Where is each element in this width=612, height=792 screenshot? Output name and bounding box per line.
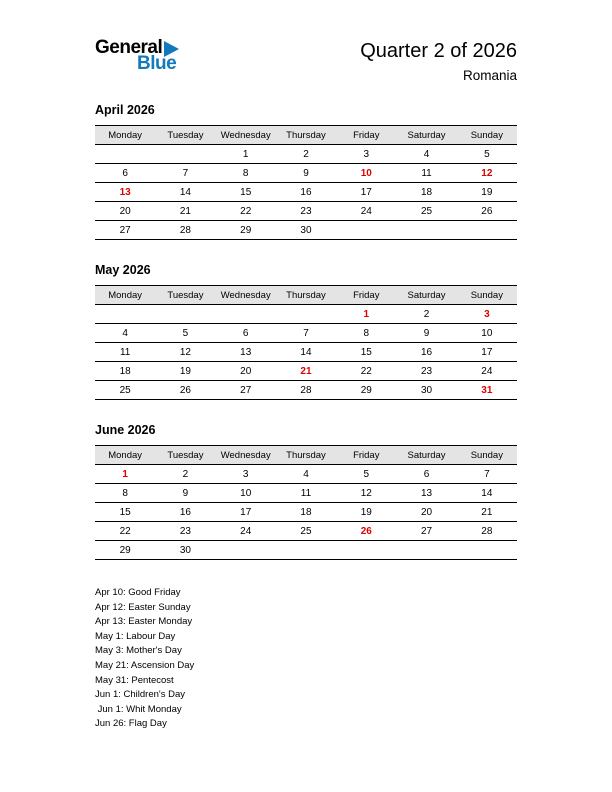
day-cell: 20 [216, 362, 276, 381]
weekday-header: Friday [336, 286, 396, 305]
day-cell: 18 [95, 362, 155, 381]
general-blue-logo [95, 38, 179, 73]
day-cell: 15 [95, 503, 155, 522]
day-cell: 9 [276, 164, 336, 183]
day-cell: 9 [396, 324, 456, 343]
day-cell: 25 [95, 381, 155, 400]
day-cell: 8 [95, 484, 155, 503]
day-cell: 26 [155, 381, 215, 400]
day-cell: 24 [216, 522, 276, 541]
holiday-item: Apr 10: Good Friday [95, 587, 181, 598]
holiday-item: Jun 1: Children's Day [95, 689, 185, 701]
day-cell: 18 [276, 503, 336, 522]
holiday-item: Apr 13: Easter Monday [95, 616, 193, 628]
weekday-header: Tuesday [155, 286, 215, 305]
day-cell: 19 [336, 503, 396, 522]
holiday-item: Jun 1: Whit Monday [95, 703, 182, 715]
empty-cell [396, 221, 456, 240]
day-cell: 22 [95, 522, 155, 541]
calendar-table [95, 285, 517, 400]
day-cell: 21 [155, 202, 215, 221]
day-cell: 26 [336, 522, 396, 541]
day-cell: 21 [457, 503, 517, 522]
day-cell: 1 [95, 465, 155, 484]
day-cell: 20 [95, 202, 155, 221]
day-cell: 6 [396, 465, 456, 484]
day-cell: 15 [216, 183, 276, 202]
empty-cell [457, 221, 517, 240]
empty-cell [155, 305, 215, 324]
logo-text-blue: Blue [137, 53, 177, 74]
month-section [95, 263, 517, 400]
day-cell: 12 [457, 164, 517, 183]
day-cell: 18 [396, 183, 456, 202]
week-row [95, 324, 517, 343]
day-cell: 4 [276, 465, 336, 484]
empty-cell [336, 541, 396, 560]
day-cell: 30 [276, 221, 336, 240]
week-row [95, 164, 517, 183]
day-cell: 30 [155, 541, 215, 560]
day-cell: 23 [396, 362, 456, 381]
calendar-table [95, 445, 517, 560]
day-cell: 10 [457, 324, 517, 343]
day-cell: 26 [457, 202, 517, 221]
empty-cell [95, 305, 155, 324]
day-cell: 27 [396, 522, 456, 541]
weekday-header: Tuesday [155, 446, 215, 465]
empty-cell [95, 145, 155, 164]
day-cell: 19 [155, 362, 215, 381]
day-cell: 25 [276, 522, 336, 541]
day-cell: 29 [216, 221, 276, 240]
day-cell: 17 [216, 503, 276, 522]
week-row [95, 503, 517, 522]
weekday-header: Monday [95, 126, 155, 145]
day-cell: 20 [396, 503, 456, 522]
month-title: June 2026 [95, 423, 156, 437]
day-cell: 14 [276, 343, 336, 362]
calendar-table [95, 125, 517, 240]
weekday-header: Monday [95, 446, 155, 465]
day-cell: 17 [457, 343, 517, 362]
day-cell: 3 [216, 465, 276, 484]
week-row [95, 362, 517, 381]
day-cell: 31 [457, 381, 517, 400]
day-cell: 29 [95, 541, 155, 560]
day-cell: 22 [336, 362, 396, 381]
day-cell: 19 [457, 183, 517, 202]
weekday-header: Thursday [276, 126, 336, 145]
day-cell: 11 [396, 164, 456, 183]
day-cell: 4 [396, 145, 456, 164]
day-cell: 14 [457, 484, 517, 503]
page-title: Quarter 2 of 2026 [360, 40, 517, 62]
day-cell: 24 [336, 202, 396, 221]
day-cell: 27 [95, 221, 155, 240]
month-title: May 2026 [95, 263, 151, 277]
day-cell: 23 [155, 522, 215, 541]
day-cell: 29 [336, 381, 396, 400]
logo-text-general: General [95, 37, 163, 58]
week-row [95, 183, 517, 202]
day-cell: 21 [276, 362, 336, 381]
week-row [95, 202, 517, 221]
weekday-header: Friday [336, 446, 396, 465]
day-cell: 6 [216, 324, 276, 343]
weekday-header: Wednesday [216, 126, 276, 145]
weekday-header: Wednesday [216, 286, 276, 305]
page-header [95, 38, 517, 83]
day-cell: 28 [155, 221, 215, 240]
weekday-header-row [95, 126, 517, 145]
weekday-header: Saturday [396, 126, 456, 145]
empty-cell [336, 221, 396, 240]
day-cell: 10 [216, 484, 276, 503]
day-cell: 14 [155, 183, 215, 202]
holiday-item: May 31: Pentecost [95, 674, 174, 686]
empty-cell [155, 145, 215, 164]
day-cell: 9 [155, 484, 215, 503]
holiday-item: Jun 26: Flag Day [95, 718, 167, 730]
day-cell: 15 [336, 343, 396, 362]
week-row [95, 145, 517, 164]
day-cell: 12 [155, 343, 215, 362]
holiday-item: May 3: Mother's Day [95, 645, 182, 657]
week-row [95, 484, 517, 503]
month-section [95, 103, 517, 240]
weekday-header: Thursday [276, 286, 336, 305]
day-cell: 27 [216, 381, 276, 400]
day-cell: 10 [336, 164, 396, 183]
empty-cell [396, 541, 456, 560]
day-cell: 30 [396, 381, 456, 400]
day-cell: 13 [396, 484, 456, 503]
empty-cell [276, 541, 336, 560]
holiday-item: Apr 12: Easter Sunday [95, 601, 191, 613]
day-cell: 5 [336, 465, 396, 484]
holidays-list [95, 586, 517, 732]
day-cell: 25 [396, 202, 456, 221]
empty-cell [216, 305, 276, 324]
week-row [95, 541, 517, 560]
day-cell: 3 [457, 305, 517, 324]
day-cell: 8 [336, 324, 396, 343]
day-cell: 5 [457, 145, 517, 164]
weekday-header: Friday [336, 126, 396, 145]
day-cell: 7 [155, 164, 215, 183]
weekday-header: Sunday [457, 126, 517, 145]
weekday-header: Wednesday [216, 446, 276, 465]
weekday-header: Sunday [457, 446, 517, 465]
day-cell: 24 [457, 362, 517, 381]
day-cell: 1 [336, 305, 396, 324]
day-cell: 28 [276, 381, 336, 400]
day-cell: 11 [276, 484, 336, 503]
empty-cell [276, 305, 336, 324]
weekday-header: Sunday [457, 286, 517, 305]
month-title: April 2026 [95, 103, 155, 117]
day-cell: 2 [155, 465, 215, 484]
day-cell: 16 [396, 343, 456, 362]
day-cell: 7 [276, 324, 336, 343]
weekday-header-row [95, 446, 517, 465]
week-row [95, 221, 517, 240]
empty-cell [216, 541, 276, 560]
day-cell: 3 [336, 145, 396, 164]
weekday-header-row [95, 286, 517, 305]
weekday-header: Tuesday [155, 126, 215, 145]
month-section [95, 423, 517, 560]
day-cell: 22 [216, 202, 276, 221]
weekday-header: Saturday [396, 446, 456, 465]
day-cell: 7 [457, 465, 517, 484]
day-cell: 16 [155, 503, 215, 522]
day-cell: 28 [457, 522, 517, 541]
day-cell: 11 [95, 343, 155, 362]
weekday-header: Thursday [276, 446, 336, 465]
day-cell: 4 [95, 324, 155, 343]
empty-cell [457, 541, 517, 560]
title-block [360, 38, 517, 83]
weekday-header: Saturday [396, 286, 456, 305]
months-container [95, 103, 517, 560]
day-cell: 12 [336, 484, 396, 503]
day-cell: 13 [216, 343, 276, 362]
day-cell: 17 [336, 183, 396, 202]
week-row [95, 381, 517, 400]
holiday-item: May 21: Ascension Day [95, 659, 195, 671]
week-row [95, 305, 517, 324]
day-cell: 8 [216, 164, 276, 183]
day-cell: 5 [155, 324, 215, 343]
week-row [95, 343, 517, 362]
weekday-header: Monday [95, 286, 155, 305]
week-row [95, 522, 517, 541]
day-cell: 13 [95, 183, 155, 202]
holiday-item: May 1: Labour Day [95, 630, 176, 642]
week-row [95, 465, 517, 484]
day-cell: 16 [276, 183, 336, 202]
day-cell: 2 [396, 305, 456, 324]
page-subtitle: Romania [462, 68, 517, 83]
day-cell: 1 [216, 145, 276, 164]
day-cell: 23 [276, 202, 336, 221]
day-cell: 6 [95, 164, 155, 183]
day-cell: 2 [276, 145, 336, 164]
